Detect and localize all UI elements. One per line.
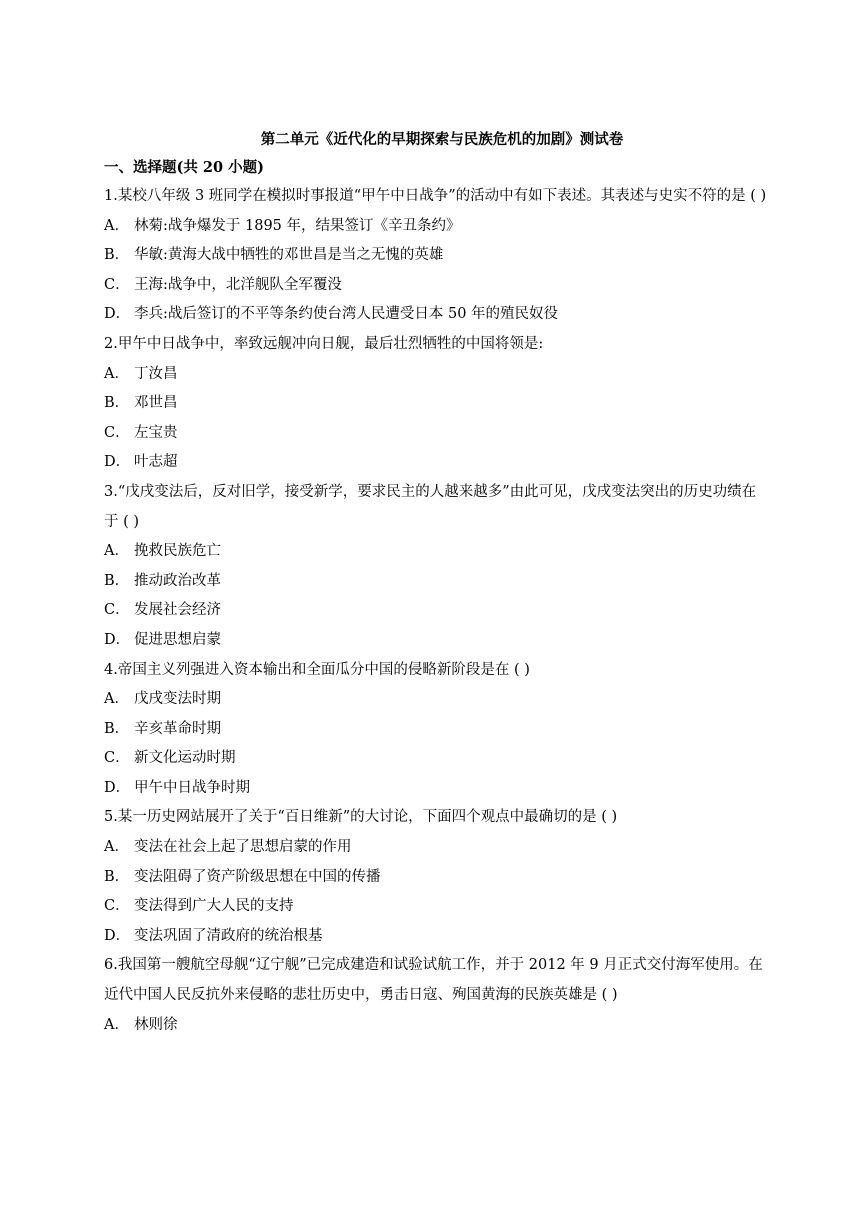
question-text: 5.某一历史网站展开了关于“百日维新”的大讨论，下面四个观点中最确切的是 ( ) bbox=[104, 809, 618, 826]
option-item bbox=[104, 271, 768, 301]
option-letter: C． bbox=[104, 276, 130, 293]
option-letter: D． bbox=[104, 454, 131, 471]
option-text: 挽救民族危亡 bbox=[134, 543, 221, 560]
option-item bbox=[104, 212, 768, 242]
section-heading: 一、选择题(共 20 小题) bbox=[104, 159, 264, 176]
option-item bbox=[104, 833, 768, 863]
option-item bbox=[104, 360, 768, 390]
option-letter: A． bbox=[104, 543, 129, 560]
option-letter: C． bbox=[104, 602, 130, 619]
option-item bbox=[104, 626, 768, 656]
option-item bbox=[104, 448, 768, 478]
option-letter: A． bbox=[104, 839, 129, 856]
option-item bbox=[104, 419, 768, 449]
option-letter: A． bbox=[104, 217, 129, 234]
option-letter: D． bbox=[104, 779, 131, 796]
option-text: 甲午中日战争时期 bbox=[134, 779, 250, 796]
option-item bbox=[104, 892, 768, 922]
option-text: 推动政治改革 bbox=[134, 572, 221, 589]
option-text: 变法巩固了清政府的统治根基 bbox=[134, 927, 323, 944]
option-text: 新文化运动时期 bbox=[134, 750, 236, 767]
option-item bbox=[104, 744, 768, 774]
question-text: 4.帝国主义列强进入资本输出和全面瓜分中国的侵略新阶段是在 ( ) bbox=[104, 661, 530, 678]
option-letter: B． bbox=[104, 868, 130, 885]
question-block bbox=[104, 656, 768, 804]
option-letter: D． bbox=[104, 306, 131, 323]
option-text: 左宝贵 bbox=[134, 424, 178, 441]
question-block bbox=[104, 803, 768, 951]
option-item bbox=[104, 685, 768, 715]
option-letter: C． bbox=[104, 898, 130, 915]
option-text: 发展社会经济 bbox=[134, 602, 221, 619]
option-letter: B． bbox=[104, 395, 130, 412]
question-text: 2.甲午中日战争中，率致远舰冲向日舰，最后壮烈牺牲的中国将领是: bbox=[104, 335, 544, 352]
option-text: 华敏:黄海大战中牺牲的邓世昌是当之无愧的英雄 bbox=[134, 247, 444, 264]
option-text: 林菊:战争爆发于 1895 年，结果签订《辛丑条约》 bbox=[134, 217, 461, 234]
option-text: 王海:战争中，北洋舰队全军覆没 bbox=[134, 276, 342, 293]
option-letter: A． bbox=[104, 1016, 129, 1033]
question-block bbox=[104, 478, 768, 656]
question-block bbox=[104, 330, 768, 478]
option-item bbox=[104, 863, 768, 893]
question-text: 6.我国第一艘航空母舰“辽宁舰”已完成建造和试验试航工作，并于 2012 年 9 月正式交付海军使用。在近代中国人民反抗外来侵略的悲壮历史中，勇击日寇、殉国黄海的民族英雄是 ( ) bbox=[104, 957, 763, 1004]
option-item bbox=[104, 537, 768, 567]
option-letter: B． bbox=[104, 247, 130, 264]
option-item bbox=[104, 715, 768, 745]
option-letter: D． bbox=[104, 631, 131, 648]
option-item bbox=[104, 567, 768, 597]
option-item bbox=[104, 922, 768, 952]
option-item bbox=[104, 1011, 768, 1041]
document-title: 第二单元《近代化的早期探索与民族危机的加剧》测试卷 bbox=[260, 131, 624, 148]
option-letter: D． bbox=[104, 927, 131, 944]
option-letter: B． bbox=[104, 720, 130, 737]
question-block bbox=[104, 951, 768, 1040]
question-block bbox=[104, 182, 768, 330]
option-item bbox=[104, 241, 768, 271]
option-letter: A． bbox=[104, 691, 129, 708]
option-letter: B． bbox=[104, 572, 130, 589]
option-text: 变法得到广大人民的支持 bbox=[134, 898, 294, 915]
option-text: 林则徐 bbox=[134, 1016, 178, 1033]
option-text: 变法在社会上起了思想启蒙的作用 bbox=[134, 839, 352, 856]
option-text: 叶志超 bbox=[134, 454, 178, 471]
option-text: 戊戌变法时期 bbox=[134, 691, 221, 708]
question-text: 3.“戊戌变法后，反对旧学，接受新学，要求民主的人越来越多”由此可见，戊戌变法突出的历史功绩在于 ( ) bbox=[104, 483, 757, 530]
option-text: 丁汝昌 bbox=[134, 365, 178, 382]
option-letter: C． bbox=[104, 424, 130, 441]
option-letter: C． bbox=[104, 750, 130, 767]
option-item bbox=[104, 300, 768, 330]
option-text: 辛亥革命时期 bbox=[134, 720, 221, 737]
option-item bbox=[104, 596, 768, 626]
question-text: 1.某校八年级 3 班同学在模拟时事报道“甲午中日战争”的活动中有如下表述。其表述与史实不符的是 ( ) bbox=[104, 188, 767, 204]
option-item bbox=[104, 774, 768, 804]
option-text: 李兵:战后签订的不平等条约使台湾人民遭受日本 50 年的殖民奴役 bbox=[134, 306, 559, 323]
option-item bbox=[104, 389, 768, 419]
option-text: 邓世昌 bbox=[134, 395, 178, 412]
option-text: 变法阻碍了资产阶级思想在中国的传播 bbox=[134, 868, 381, 885]
option-text: 促进思想启蒙 bbox=[134, 631, 221, 648]
option-letter: A． bbox=[104, 365, 129, 382]
